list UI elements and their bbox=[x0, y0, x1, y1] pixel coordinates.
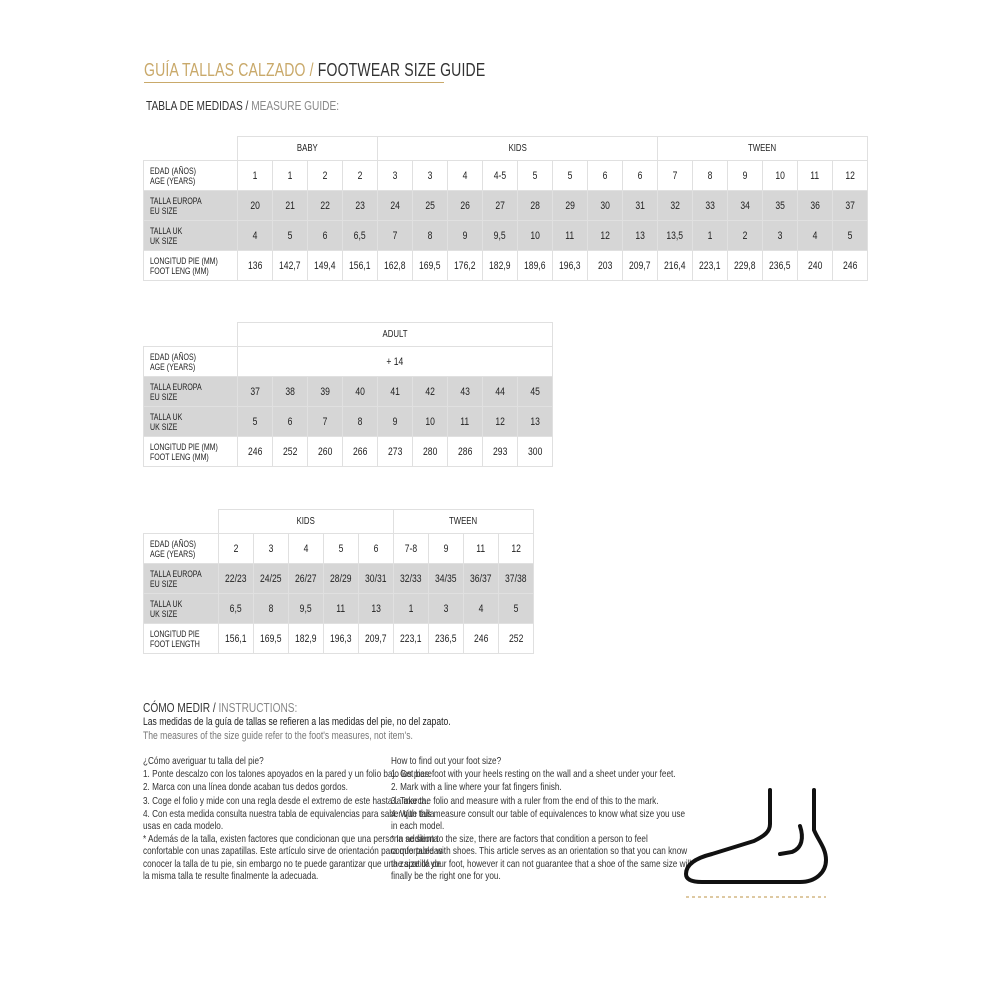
table-cell: 4-5 bbox=[483, 161, 518, 191]
table-cell: 10 bbox=[763, 161, 798, 191]
table-cell: 196,3 bbox=[553, 251, 588, 281]
table-cell: 10 bbox=[413, 407, 448, 437]
foot-outline-icon bbox=[680, 786, 830, 906]
table-cell: 42 bbox=[413, 377, 448, 407]
row-label-eu: TALLA EUROPA EU SIZE bbox=[144, 564, 219, 594]
table-cell: 28/29 bbox=[324, 564, 359, 594]
table-cell: 12 bbox=[499, 534, 534, 564]
table-cell: 156,1 bbox=[343, 251, 378, 281]
table-cell: 8 bbox=[254, 594, 289, 624]
title-en: FOOTWEAR SIZE GUIDE bbox=[313, 60, 486, 80]
table-cell: 4 bbox=[464, 594, 499, 624]
instruction-paragraph: 4. Con esta medida consulta nuestra tabla de equivalencias para saber que talla usas en cada modelo. bbox=[143, 807, 435, 833]
table-cell: 32 bbox=[658, 191, 693, 221]
table-cell: 300 bbox=[518, 437, 553, 467]
table-cell: 36 bbox=[798, 191, 833, 221]
table-cell: 41 bbox=[378, 377, 413, 407]
table-cell: 29 bbox=[553, 191, 588, 221]
table-cell: 6 bbox=[588, 161, 623, 191]
table-cell: 31 bbox=[623, 191, 658, 221]
table-cell: 156,1 bbox=[219, 624, 254, 654]
table-cell: 6 bbox=[273, 407, 308, 437]
table-cell: 169,5 bbox=[254, 624, 289, 654]
row-label-len: LONGITUD PIE (MM) FOOT LENG (MM) bbox=[144, 437, 238, 467]
subtitle-strong: TABLA DE MEDIDAS / bbox=[146, 98, 249, 113]
size-table-kids-tween bbox=[143, 509, 534, 654]
row-label-len: LONGITUD PIE FOOT LENGTH bbox=[144, 624, 219, 654]
table-cell: 236,5 bbox=[429, 624, 464, 654]
table-cell: 34/35 bbox=[429, 564, 464, 594]
table-cell: 1 bbox=[273, 161, 308, 191]
table-cell: 4 bbox=[238, 221, 273, 251]
group-header: ADULT bbox=[238, 323, 553, 347]
table-cell: 149,4 bbox=[308, 251, 343, 281]
table-cell: 30/31 bbox=[359, 564, 394, 594]
instruction-paragraph: 2. Marca con una línea donde acaban tus dedos gordos. bbox=[143, 781, 348, 794]
table-group-row bbox=[144, 323, 553, 347]
row-label-age: EDAD (AÑOS) AGE (YEARS) bbox=[144, 534, 219, 564]
instructions-intro-en: The measures of the size guide refer to the foot's measures, not item's. bbox=[143, 730, 413, 742]
table-cell: 169,5 bbox=[413, 251, 448, 281]
table-cell: 9 bbox=[429, 534, 464, 564]
table-cell: 39 bbox=[308, 377, 343, 407]
table-row-uk-size bbox=[144, 407, 553, 437]
row-label-age: EDAD (AÑOS) AGE (YEARS) bbox=[144, 347, 238, 377]
instructions-intro-es: Las medidas de la guía de tallas se refieren a las medidas del pie, no del zapato. bbox=[143, 716, 451, 728]
table-cell: 3 bbox=[413, 161, 448, 191]
table-cell: 33 bbox=[693, 191, 728, 221]
table-cell: 12 bbox=[483, 407, 518, 437]
table-cell: 182,9 bbox=[289, 624, 324, 654]
table-cell: 26/27 bbox=[289, 564, 324, 594]
table-cell: 40 bbox=[343, 377, 378, 407]
table-cell: 7-8 bbox=[394, 534, 429, 564]
instruction-paragraph: 4. With this measure consult our table of equivalences to know what size you use in each model. bbox=[391, 807, 686, 833]
table-cell: 252 bbox=[499, 624, 534, 654]
table-cell: 286 bbox=[448, 437, 483, 467]
table-cell: 24/25 bbox=[254, 564, 289, 594]
instruction-paragraph: * Además de la talla, existen factores que condicionan que una persona se sienta confortable con unas zapatillas. Este artículo sirve de orientación para que puedas conocer la talla de tu pie, sin embargo no te puede garantizar que una zapatilla de la misma talla te resulte finalmente la adecuada. bbox=[143, 833, 443, 882]
table-cell: 7 bbox=[658, 161, 693, 191]
table-cell: 266 bbox=[343, 437, 378, 467]
table-row-age bbox=[144, 534, 534, 564]
table-cell: 22 bbox=[308, 191, 343, 221]
table-cell: 24 bbox=[378, 191, 413, 221]
instruction-paragraph: How to find out your foot size? bbox=[391, 755, 502, 767]
table-cell: 37/38 bbox=[499, 564, 534, 594]
table-cell: 9 bbox=[448, 221, 483, 251]
table-cell: 11 bbox=[448, 407, 483, 437]
table-cell: 32/33 bbox=[394, 564, 429, 594]
table-cell: 6 bbox=[308, 221, 343, 251]
instruction-paragraph: 1. Get barefoot with your heels resting on the wall and a sheet under your feet. bbox=[391, 768, 676, 781]
instructions-column-en bbox=[391, 755, 691, 883]
table-cell: 6,5 bbox=[219, 594, 254, 624]
instructions-heading bbox=[143, 700, 341, 715]
table-cell: 142,7 bbox=[273, 251, 308, 281]
table-cell: 36/37 bbox=[464, 564, 499, 594]
table-row-age bbox=[144, 161, 868, 191]
table-cell: 38 bbox=[273, 377, 308, 407]
table-cell: 7 bbox=[308, 407, 343, 437]
table-cell: 11 bbox=[324, 594, 359, 624]
table-cell: 203 bbox=[588, 251, 623, 281]
table-cell: 176,2 bbox=[448, 251, 483, 281]
table-row-age bbox=[144, 347, 553, 377]
instruction-paragraph: 2. Mark with a line where your fat fingers finish. bbox=[391, 781, 562, 794]
table-cell: 11 bbox=[464, 534, 499, 564]
title-es: GUÍA TALLAS CALZADO / bbox=[144, 60, 314, 80]
table-cell: 8 bbox=[693, 161, 728, 191]
table-cell: 12 bbox=[833, 161, 868, 191]
table-cell: 9,5 bbox=[289, 594, 324, 624]
table-cell: 9,5 bbox=[483, 221, 518, 251]
table-cell: 6 bbox=[359, 534, 394, 564]
table-row-eu-size bbox=[144, 191, 868, 221]
instruction-paragraph: ¿Cómo averiguar tu talla del pie? bbox=[143, 755, 264, 767]
table-cell: 4 bbox=[289, 534, 324, 564]
table-cell: 5 bbox=[518, 161, 553, 191]
table-cell: 6 bbox=[623, 161, 658, 191]
table-cell: 2 bbox=[219, 534, 254, 564]
table-cell: 236,5 bbox=[763, 251, 798, 281]
table-cell: 44 bbox=[483, 377, 518, 407]
table-cell: 11 bbox=[553, 221, 588, 251]
table-row-foot-length bbox=[144, 251, 868, 281]
instructions-heading-strong: CÓMO MEDIR / bbox=[143, 700, 216, 715]
table-cell: 13,5 bbox=[658, 221, 693, 251]
table-cell: 35 bbox=[763, 191, 798, 221]
table-cell: 3 bbox=[763, 221, 798, 251]
group-header: KIDS bbox=[219, 510, 394, 534]
table-row-eu-size bbox=[144, 377, 553, 407]
table-cell: 13 bbox=[518, 407, 553, 437]
table-cell: 5 bbox=[273, 221, 308, 251]
table-cell: 8 bbox=[343, 407, 378, 437]
table-cell: 5 bbox=[499, 594, 534, 624]
instruction-paragraph: 1. Ponte descalzo con los talones apoyados en la pared y un folio bajo los pies. bbox=[143, 768, 432, 781]
row-label-len: LONGITUD PIE (MM) FOOT LENG (MM) bbox=[144, 251, 238, 281]
table-row-uk-size bbox=[144, 594, 534, 624]
table-row-foot-length bbox=[144, 437, 553, 467]
table-group-row bbox=[144, 510, 534, 534]
table-cell: 240 bbox=[798, 251, 833, 281]
size-table-adult bbox=[143, 322, 553, 467]
table-cell: 13 bbox=[623, 221, 658, 251]
table-cell: 9 bbox=[378, 407, 413, 437]
table-cell: 28 bbox=[518, 191, 553, 221]
table-cell: 3 bbox=[254, 534, 289, 564]
table-cell: 21 bbox=[273, 191, 308, 221]
table-cell: 246 bbox=[464, 624, 499, 654]
table-cell: 37 bbox=[833, 191, 868, 221]
row-label-eu: TALLA EUROPA EU SIZE bbox=[144, 377, 238, 407]
row-label-uk: TALLA UK UK SIZE bbox=[144, 407, 238, 437]
table-cell: 37 bbox=[238, 377, 273, 407]
table-cell: 25 bbox=[413, 191, 448, 221]
table-cell: 136 bbox=[238, 251, 273, 281]
table-cell: 12 bbox=[588, 221, 623, 251]
table-cell: 34 bbox=[728, 191, 763, 221]
table-cell: 13 bbox=[359, 594, 394, 624]
table-cell: 273 bbox=[378, 437, 413, 467]
table-cell: 280 bbox=[413, 437, 448, 467]
table-cell: 229,8 bbox=[728, 251, 763, 281]
title-underline bbox=[144, 82, 444, 83]
table-cell: 189,6 bbox=[518, 251, 553, 281]
table-row-eu-size bbox=[144, 564, 534, 594]
row-label-uk: TALLA UK UK SIZE bbox=[144, 594, 219, 624]
table-cell: 10 bbox=[518, 221, 553, 251]
table-cell: 246 bbox=[833, 251, 868, 281]
instruction-paragraph: * In addition to the size, there are factors that condition a person to feel comfortable with shoes. This article serves as an orientation so that you can know the size of your foot, however it can not guarantee that a shoe of the same size will finally be the right one for you. bbox=[391, 833, 692, 882]
table-cell: 2 bbox=[308, 161, 343, 191]
section-subtitle bbox=[146, 98, 394, 113]
table-cell: 3 bbox=[378, 161, 413, 191]
row-label-age: EDAD (AÑOS) AGE (YEARS) bbox=[144, 161, 238, 191]
group-header: TWEEN bbox=[658, 137, 868, 161]
table-cell: 5 bbox=[553, 161, 588, 191]
table-cell: 27 bbox=[483, 191, 518, 221]
table-cell: 7 bbox=[378, 221, 413, 251]
table-group-row bbox=[144, 137, 868, 161]
table-row-uk-size bbox=[144, 221, 868, 251]
table-cell: 2 bbox=[343, 161, 378, 191]
table-cell: 4 bbox=[798, 221, 833, 251]
table-cell: 223,1 bbox=[394, 624, 429, 654]
instruction-paragraph: 3. Take the folio and measure with a ruler from the end of this to the mark. bbox=[391, 794, 659, 807]
table-cell: 3 bbox=[429, 594, 464, 624]
table-cell: 162,8 bbox=[378, 251, 413, 281]
table-cell: 26 bbox=[448, 191, 483, 221]
table-cell: 6,5 bbox=[343, 221, 378, 251]
table-cell: 23 bbox=[343, 191, 378, 221]
table-cell: 216,4 bbox=[658, 251, 693, 281]
table-cell: 293 bbox=[483, 437, 518, 467]
table-cell: 182,9 bbox=[483, 251, 518, 281]
table-cell: 5 bbox=[833, 221, 868, 251]
page-title bbox=[144, 60, 582, 81]
table-cell: 9 bbox=[728, 161, 763, 191]
table-cell: 260 bbox=[308, 437, 343, 467]
table-cell: 20 bbox=[238, 191, 273, 221]
table-cell: 1 bbox=[693, 221, 728, 251]
table-cell: 223,1 bbox=[693, 251, 728, 281]
group-header: BABY bbox=[238, 137, 378, 161]
table-cell: 246 bbox=[238, 437, 273, 467]
subtitle-light: MEASURE GUIDE: bbox=[248, 98, 340, 113]
group-header: KIDS bbox=[378, 137, 658, 161]
table-row-foot-length bbox=[144, 624, 534, 654]
table-cell: 5 bbox=[324, 534, 359, 564]
table-cell: 4 bbox=[448, 161, 483, 191]
table-cell: + 14 bbox=[238, 347, 553, 377]
table-cell: 209,7 bbox=[623, 251, 658, 281]
instructions-heading-light: INSTRUCTIONS: bbox=[215, 700, 298, 715]
group-header: TWEEN bbox=[394, 510, 534, 534]
table-cell: 209,7 bbox=[359, 624, 394, 654]
row-label-eu: TALLA EUROPA EU SIZE bbox=[144, 191, 238, 221]
table-cell: 8 bbox=[413, 221, 448, 251]
table-cell: 11 bbox=[798, 161, 833, 191]
table-cell: 252 bbox=[273, 437, 308, 467]
table-cell: 1 bbox=[238, 161, 273, 191]
row-label-uk: TALLA UK UK SIZE bbox=[144, 221, 238, 251]
table-cell: 22/23 bbox=[219, 564, 254, 594]
size-table-baby-kids-tween bbox=[143, 136, 868, 281]
table-cell: 2 bbox=[728, 221, 763, 251]
table-cell: 45 bbox=[518, 377, 553, 407]
instruction-paragraph: 3. Coge el folio y mide con una regla desde el extremo de este hasta la marca. bbox=[143, 794, 429, 807]
table-cell: 1 bbox=[394, 594, 429, 624]
table-cell: 30 bbox=[588, 191, 623, 221]
table-cell: 196,3 bbox=[324, 624, 359, 654]
table-cell: 5 bbox=[238, 407, 273, 437]
table-cell: 43 bbox=[448, 377, 483, 407]
